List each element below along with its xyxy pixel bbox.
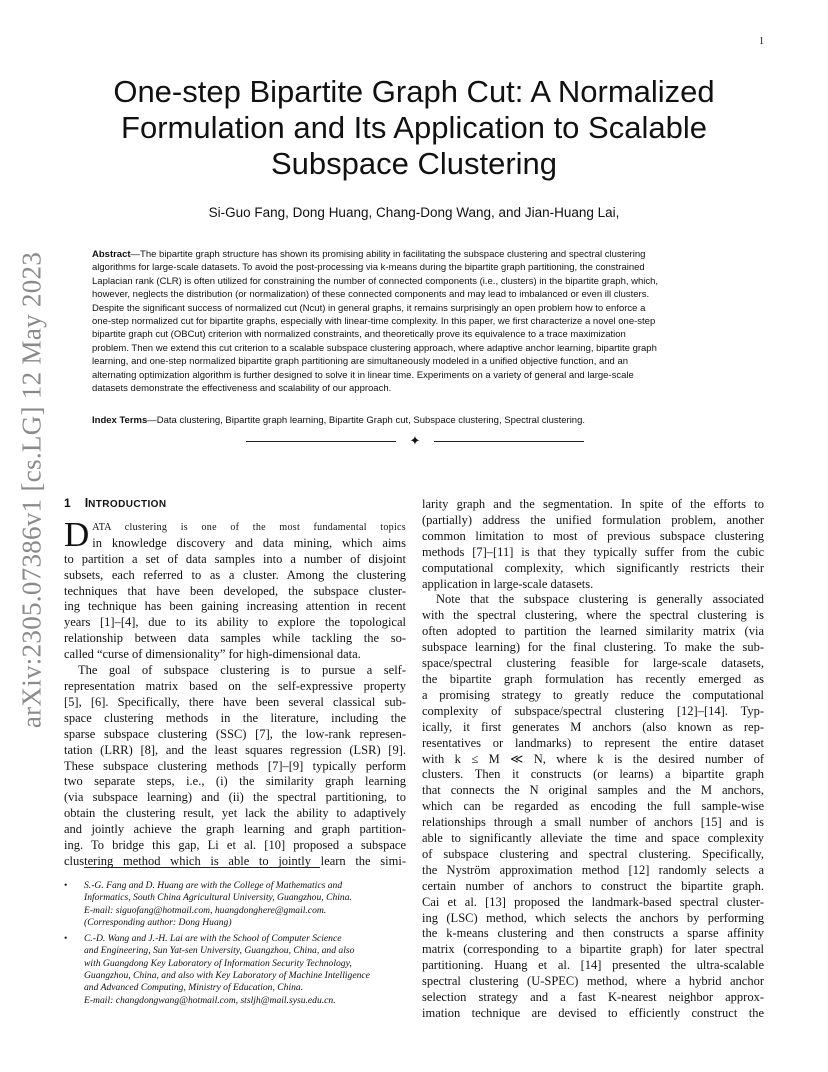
paper-title	[70, 74, 758, 182]
abstract-line: learning, and one-step normalized bipartite graph partitioning are simultaneously modeled in a unified objective function, and an	[92, 356, 629, 368]
footnotes	[64, 880, 408, 1007]
intro-paragraph-3	[422, 497, 764, 592]
divider-rule-right	[434, 441, 584, 442]
text-line: representation matrix based on the self-expressive property	[64, 678, 406, 693]
divider-rule-left	[246, 441, 396, 442]
text-line: Note that the subspace clustering is generally associated	[436, 592, 764, 607]
abstract-line: Laplacian rank (CLR) is often utilized for constraining the number of connected components (i.e., clusters) in the bipartite graph, which,	[92, 275, 659, 287]
text-line	[64, 519, 406, 536]
section-number: 1	[64, 496, 71, 510]
arxiv-identifier-stamp	[14, 251, 50, 729]
footnote-line: and Engineering, Sun Yat-sen University, Guangzhou, China, and also	[84, 945, 355, 957]
footnote-rule	[84, 867, 320, 868]
text-line: which can be regarded as encoding the full sample-wise	[422, 799, 764, 814]
title-line: One-step Bipartite Graph Cut: A Normalized	[113, 74, 715, 109]
text-line: with k ≤ M ≪ N, where k is the desired number of	[422, 751, 764, 766]
abstract-line: algorithms for large-scale datasets. To avoid the post-processing via k-means during the bipartite graph partitioning, the constrained	[92, 262, 645, 274]
section-divider	[246, 434, 584, 448]
text-line: in knowledge discovery and data mining, which aims	[92, 535, 406, 550]
text-line: subsets, each referred to as a cluster. Among the clustering	[64, 567, 406, 582]
footnote-item	[64, 880, 408, 929]
text-line: years [1]–[4], due to its ability to explore the topological	[64, 615, 406, 630]
abstract-line	[92, 248, 736, 261]
footnote-line: E-mail: changdongwang@hotmail.com, stsljh@mail.sysu.edu.cn.	[84, 994, 336, 1006]
abstract-line: alternating optimization algorithm is further designed to solve it in linear time. Experiments on a variety of general and large-scale	[92, 369, 634, 381]
text-line: space clustering methods in the literature, including the	[64, 710, 406, 725]
abstract-line: however, neglects the distribution (or normalization) of these connected components and may lead to imbalanced or even ill clusters.	[92, 289, 650, 301]
text-line: techniques that have been developed, the subspace cluster-	[64, 583, 406, 598]
text-line: imation technique are devised to efficiently construct the	[422, 1006, 764, 1020]
footnote-line: (Corresponding author: Dong Huang)	[84, 916, 232, 928]
abstract-line: datasets demonstrate the effectiveness and scalability of our approach.	[92, 383, 392, 395]
footnote-line: with Guangdong Key Laboratory of Information Security Technology,	[84, 957, 352, 969]
text-line: (via subspace learning) and (ii) the spectral partitioning, to	[64, 790, 406, 805]
right-column	[422, 497, 764, 1022]
footnote-item	[64, 933, 408, 1007]
text-line: complexity of subspace/spectral clustering [12]–[14]. Typ-	[422, 703, 764, 718]
text-line: methods [7]–[11] is that they typically suffer from the cubic	[422, 544, 764, 559]
text-line: resentatives or landmarks) to represent the entire dataset	[422, 735, 764, 750]
text-line: subspace learning) for the final clustering. To make the sub-	[422, 640, 764, 655]
text-line: clusters. Then it constructs (or learns) a bipartite graph	[422, 767, 764, 782]
text-line: with the spectral clustering, where the spectral clustering is	[422, 608, 764, 623]
text-line: of subspace clustering and spectral clustering. Specifically,	[422, 846, 764, 861]
text-line: clustering method which is able to jointly learn the simi-	[64, 853, 406, 868]
text-line: tation (LRR) [8], and the least squares regression (LSR) [9].	[64, 742, 406, 757]
author-list: Si-Guo Fang, Dong Huang, Chang-Dong Wang, and Jian-Huang Lai,	[208, 205, 620, 220]
text-line: certain number of anchors to construct the bipartite graph.	[422, 878, 764, 893]
intro-paragraph-2	[64, 663, 406, 870]
text-line: computational complexity, which significantly restricts their	[422, 560, 764, 575]
abstract-line: bipartite graph cut (OBCut) criterion with normalized constraints, and theoretically prove its equivalence to a trace maximization	[92, 329, 626, 341]
footnote-line: and Advanced Computing, Ministry of Education, China.	[84, 982, 304, 994]
footnote-line: S.-G. Fang and D. Huang are with the College of Mathematics and	[84, 880, 343, 891]
title-line: Formulation and Its Application to Scalable	[121, 110, 707, 145]
text-line: partitioning. Huang et al. [14] presented the ultra-scalable	[422, 958, 764, 973]
text-line: the Nyström approximation method [12] randomly selects a	[422, 862, 764, 877]
text-line: the bipartite graph formulation has recently emerged as	[422, 671, 764, 686]
text-line: common limitation to most of previous subspace clustering	[422, 528, 764, 543]
text-line: application in large-scale datasets.	[422, 576, 594, 591]
section-title-initial: I	[84, 496, 89, 510]
text-line: that connects the N original samples and the M anchors,	[422, 783, 764, 798]
text-line: The goal of subspace clustering is to pursue a self-	[78, 663, 406, 678]
text-line: sparse subspace clustering (SSC) [7], the low-rank represen-	[64, 726, 406, 741]
text-line: to partition a set of data samples into a number of disjoint	[64, 551, 406, 566]
abstract-line-text: —The bipartite graph structure has shown its promising ability in facilitating the subspace clustering and spectral clustering	[130, 249, 646, 260]
text-line: obtain the clustering result, yet lack the ability to adaptively	[64, 806, 406, 821]
abstract-line: problem. Then we extend this cut criterion to a scalable subspace clustering approach, where adaptive anchor learning, bipartite graph	[92, 342, 657, 354]
text-line: the k-means clustering and then constructs a sparse affinity	[422, 926, 764, 941]
text-line: spectral clustering (U-SPEC) method, where a hybrid anchor	[422, 974, 764, 989]
abstract-line: Despite the significant success of normalized cut (Ncut) in general graphs, it remains surprisingly an open problem how to enforce a	[92, 302, 646, 314]
text-line: often adopted to partition the learned similarity matrix (via	[422, 624, 764, 639]
text-line: These subspace clustering methods [7]–[9] typically perform	[64, 758, 406, 773]
index-terms	[92, 415, 736, 426]
text-line: able to significantly alleviate the time and space complexity	[422, 831, 764, 846]
text-line: ically, it first generates M anchors (also known as rep-	[422, 719, 764, 734]
abstract-line: one-step normalized cut for bipartite graphs, especially with linear-time complexity. In this paper, we first characterize a novel one-step	[92, 316, 656, 328]
page-number: 1	[759, 36, 764, 47]
footnote-line: E-mail: siguofang@hotmail.com, huangdonghere@gmail.com.	[84, 904, 327, 916]
bullet-icon: •	[64, 933, 68, 945]
abstract-label: Abstract	[92, 249, 131, 260]
intro-paragraph-1	[64, 514, 406, 663]
arxiv-identifier-text: arXiv:2305.07386v1 [cs.LG] 12 May 2023	[16, 251, 47, 729]
text-line: (partially) address the unified formulation problem, another	[422, 512, 764, 527]
index-terms-text: —Data clustering, Bipartite graph learning, Bipartite Graph cut, Subspace clustering, Spectral clustering.	[147, 415, 586, 426]
text-line: ing technique has been gaining increasing attention in recent	[64, 599, 406, 614]
abstract	[92, 248, 736, 395]
text-line: Cai et al. [13] proposed the landmark-based spectral cluster-	[422, 894, 764, 909]
text-line: ing (LSC) method, which selects the anchors by performing	[422, 910, 764, 925]
intro-paragraph-4	[422, 592, 764, 1021]
text-line: larity graph and the segmentation. In spite of the efforts to	[422, 497, 764, 511]
text-line: called “curse of dimensionality” for high-dimensional data.	[64, 647, 361, 662]
bullet-icon: •	[64, 880, 68, 891]
text-line: relationships through a small number of anchors [15] and is	[422, 815, 764, 830]
text-line: [5], [6]. Specifically, there have been several classical sub-	[64, 694, 406, 709]
text-line: and jointly achieve the graph learning and graph partition-	[64, 822, 406, 837]
text-line: matrix (corresponding to a bipartite graph) for later spectral	[422, 942, 764, 957]
section-heading	[64, 496, 406, 513]
left-column	[64, 496, 406, 870]
title-line: Subspace Clustering	[270, 146, 558, 181]
drop-cap: D	[64, 514, 90, 554]
text-line: relationship between data samples while tackling the so-	[64, 631, 406, 646]
footnote-line: Guangzhou, China, and also with Key Laboratory of Machine Intelligence	[84, 970, 370, 982]
text-line: space/spectral clustering feasible for large-scale datasets,	[422, 656, 764, 671]
text-line: a promising strategy to greatly reduce the computational	[422, 687, 764, 702]
footnote-line: C.-D. Wang and J.-H. Lai are with the School of Computer Science	[84, 933, 342, 945]
text-line-rest: ATA clustering is one of the most fundamental topics	[92, 521, 406, 533]
text-line: ing. To bridge this gap, Li et al. [10] proposed a subspace	[64, 838, 406, 853]
footnote-line: Informatics, South China Agricultural University, Guangzhou, China.	[84, 892, 352, 904]
section-title-rest: NTRODUCTION	[88, 499, 167, 510]
text-line: selection strategy and a fast K-nearest neighbor approx-	[422, 990, 764, 1005]
index-terms-label: Index Terms	[92, 415, 148, 426]
text-line: two separate steps, i.e., (i) the similarity graph learning	[64, 774, 406, 789]
divider-ornament-icon: ✦	[409, 433, 421, 448]
